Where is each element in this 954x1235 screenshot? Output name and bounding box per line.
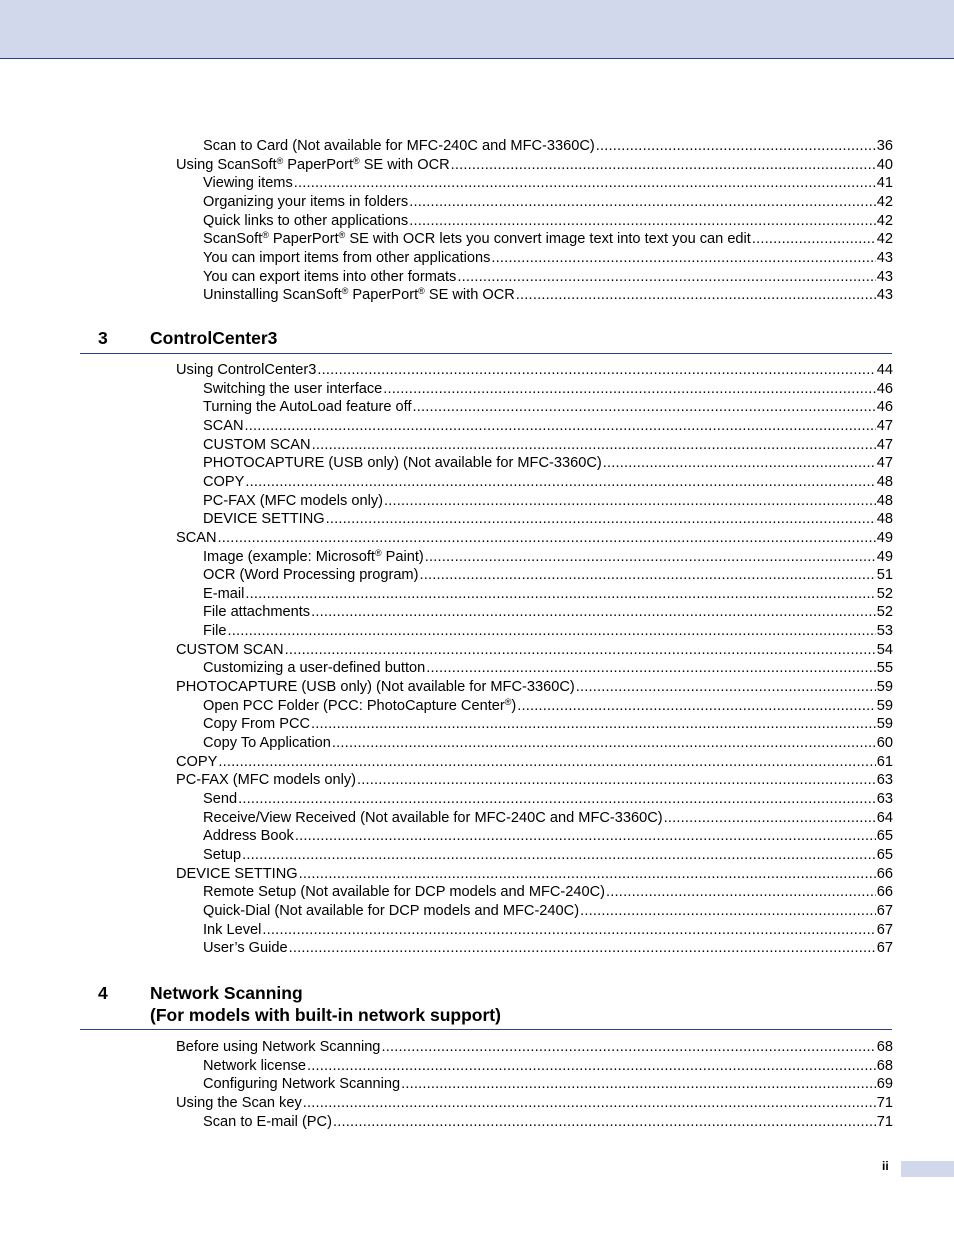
toc-entry[interactable] <box>203 473 893 492</box>
dot-leader <box>218 753 875 772</box>
toc-entry[interactable] <box>176 1094 893 1113</box>
dot-leader <box>285 641 876 660</box>
toc-entry[interactable] <box>203 697 893 716</box>
toc-entry-title: PHOTOCAPTURE (USB only) (Not available for MFC-3360C) <box>203 455 602 472</box>
dot-leader <box>580 902 876 921</box>
toc-entry[interactable] <box>203 846 893 865</box>
dot-leader <box>242 846 876 865</box>
toc-entry-page: 43 <box>876 249 893 266</box>
toc-entry[interactable] <box>203 734 893 753</box>
toc-entry-page: 46 <box>876 399 893 416</box>
toc-entry[interactable] <box>203 193 893 212</box>
toc-entry-title: SCAN <box>203 417 244 434</box>
dot-leader <box>752 230 876 249</box>
dot-leader <box>384 492 876 511</box>
dot-leader <box>516 286 876 305</box>
dot-leader <box>357 771 876 790</box>
toc-entry-title: PC-FAX (MFC models only) <box>176 772 357 789</box>
toc-entry[interactable] <box>203 1057 893 1076</box>
dot-leader <box>596 137 876 156</box>
toc-entry[interactable] <box>203 417 893 436</box>
toc-entry-title: Uninstalling ScanSoft® PaperPort® SE with OCR <box>203 286 515 304</box>
dot-leader <box>603 454 876 473</box>
toc-entry[interactable] <box>203 230 893 249</box>
toc-entry-title: Open PCC Folder (PCC: PhotoCapture Center®) <box>203 696 517 714</box>
toc-entry[interactable] <box>203 883 893 902</box>
toc-entry-page: 59 <box>876 697 893 714</box>
toc-entry-title: Setup <box>203 846 242 863</box>
toc-entry[interactable] <box>176 753 893 772</box>
dot-leader <box>295 827 876 846</box>
dot-leader <box>317 361 875 380</box>
dot-leader <box>409 212 876 231</box>
dot-leader <box>381 1038 875 1057</box>
toc-entry-page: 51 <box>876 567 893 584</box>
toc-entry[interactable] <box>203 921 893 940</box>
toc-entry-title: Receive/View Received (Not available for MFC-240C and MFC-3360C) <box>203 809 663 826</box>
toc-entry-title: PHOTOCAPTURE (USB only) (Not available for MFC-3360C) <box>176 679 575 695</box>
toc-entry-page: 67 <box>876 940 893 957</box>
toc-entry[interactable] <box>203 137 893 156</box>
toc-entry-page: 71 <box>876 1094 893 1111</box>
toc-entry-title: Remote Setup (Not available for DCP models and MFC-240C) <box>203 884 606 901</box>
toc-entry-page: 44 <box>876 362 893 378</box>
toc-entry-page: 52 <box>876 585 893 602</box>
dot-leader <box>401 1075 876 1094</box>
toc-entry-title: DEVICE SETTING <box>176 865 298 882</box>
toc-entry[interactable] <box>176 529 893 548</box>
toc-entry-title: PC-FAX (MFC models only) <box>203 492 384 509</box>
dot-leader <box>425 548 876 567</box>
dot-leader <box>413 398 876 417</box>
toc-entry-page: 68 <box>876 1039 893 1055</box>
toc-entry[interactable] <box>203 566 893 585</box>
toc-entry[interactable] <box>203 454 893 473</box>
toc-entry-title: Quick-Dial (Not available for DCP models and MFC-240C) <box>203 902 580 919</box>
toc-entry-page: 47 <box>876 417 893 434</box>
toc-entry-page: 66 <box>876 865 893 882</box>
toc-entry-title: User’s Guide <box>203 940 288 957</box>
toc-entry[interactable] <box>176 678 893 697</box>
dot-leader <box>451 156 876 175</box>
toc-entry-title: Scan to E-mail (PC) <box>203 1113 332 1130</box>
toc-entry-page: 43 <box>876 287 893 304</box>
toc-entry[interactable] <box>203 790 893 809</box>
toc-entry-page: 65 <box>876 828 893 845</box>
toc-entry-page: 67 <box>876 921 893 938</box>
chapter-number: 3 <box>98 328 108 348</box>
toc-entry-title: E-mail <box>203 585 245 602</box>
toc-entry[interactable] <box>203 380 893 399</box>
toc-entry-title: Turning the AutoLoad feature off <box>203 399 412 416</box>
toc-entry-page: 43 <box>876 268 893 285</box>
toc-entry-page: 48 <box>876 511 893 528</box>
toc-entry-page: 46 <box>876 380 893 397</box>
dot-leader <box>409 193 876 212</box>
dot-leader <box>238 790 876 809</box>
chapter-title: Network Scanning <box>150 983 303 1003</box>
toc-entry[interactable] <box>203 715 893 734</box>
toc-entry[interactable] <box>176 865 893 884</box>
toc-entry-page: 42 <box>876 193 893 210</box>
dot-leader <box>299 865 876 884</box>
toc-entry-page: 42 <box>876 212 893 229</box>
toc-entry-title: SCAN <box>176 529 217 546</box>
dot-leader <box>307 1057 876 1076</box>
dot-leader <box>245 585 875 604</box>
toc-entry[interactable] <box>176 1038 893 1057</box>
toc-entry[interactable] <box>203 492 893 511</box>
toc-entry[interactable] <box>203 436 893 455</box>
dot-leader <box>332 734 876 753</box>
chapter-heading-3 <box>80 327 892 354</box>
toc-entry[interactable] <box>203 212 893 231</box>
toc-entry-title: OCR (Word Processing program) <box>203 567 419 584</box>
toc-entry-title: File attachments <box>203 604 311 621</box>
toc-entry-page: 48 <box>876 492 893 509</box>
dot-leader <box>303 1094 876 1113</box>
toc-entry-title: Ink Level <box>203 921 262 938</box>
toc-entry-title: Configuring Network Scanning <box>203 1076 401 1093</box>
toc-entry-page: 65 <box>876 846 893 863</box>
toc-entry[interactable] <box>176 361 893 380</box>
toc-entry[interactable] <box>203 827 893 846</box>
header-band <box>0 0 954 59</box>
toc-entry[interactable] <box>203 939 893 958</box>
toc-entry[interactable] <box>203 1113 893 1132</box>
toc-entry-title: You can import items from other applications <box>203 249 491 266</box>
toc-entry-page: 54 <box>876 641 893 658</box>
toc-entry-page: 68 <box>876 1057 893 1074</box>
dot-leader <box>517 697 876 716</box>
dot-leader <box>312 436 876 455</box>
dot-leader <box>576 678 876 697</box>
toc-entry[interactable] <box>203 548 893 567</box>
toc-entry-title: CUSTOM SCAN <box>176 641 284 658</box>
toc-entry-title: CUSTOM SCAN <box>203 436 311 453</box>
toc-entry-page: 53 <box>876 623 893 640</box>
footer-tab <box>901 1161 954 1177</box>
dot-leader <box>245 417 876 436</box>
toc-entry-title: Scan to Card (Not available for MFC-240C and MFC-3360C) <box>203 138 595 154</box>
toc-entry-title: COPY <box>176 753 218 770</box>
dot-leader <box>606 883 876 902</box>
toc-entry-page: 52 <box>876 604 893 621</box>
toc-entry-page: 60 <box>876 735 893 751</box>
toc-entry[interactable] <box>203 398 893 417</box>
toc-entry-title: COPY <box>203 473 245 490</box>
toc-entry-title: ScanSoft® PaperPort® SE with OCR lets you convert image text into text you can edit <box>203 230 751 248</box>
dot-leader <box>491 249 875 268</box>
page-number: ii <box>882 1159 889 1173</box>
toc-entry-page: 40 <box>876 156 893 173</box>
dot-leader <box>289 939 876 958</box>
toc-entry-page: 47 <box>876 436 893 453</box>
toc-entry-page: 49 <box>876 548 893 565</box>
dot-leader <box>383 380 875 399</box>
chapter-number: 4 <box>98 983 108 1003</box>
toc-entry[interactable] <box>203 603 893 622</box>
dot-leader <box>228 622 876 641</box>
toc-entry[interactable] <box>203 510 893 529</box>
toc-entry-title: Using ScanSoft® PaperPort® SE with OCR <box>176 155 450 173</box>
dot-leader <box>311 603 876 622</box>
toc-entry[interactable] <box>176 771 893 790</box>
dot-leader <box>262 921 875 940</box>
toc-entry-page: 64 <box>876 809 893 826</box>
toc-entry-page: 41 <box>876 175 893 192</box>
toc-entry-page: 47 <box>876 455 893 472</box>
toc-entry[interactable] <box>203 585 893 604</box>
chapter-subtitle: (For models with built-in network support) <box>150 1005 501 1025</box>
dot-leader <box>245 473 875 492</box>
toc-entry-title: Copy To Application <box>203 735 331 751</box>
toc-entry-page: 49 <box>876 529 893 546</box>
toc-entry-title: Before using Network Scanning <box>176 1039 381 1055</box>
toc-entry-title: Switching the user interface <box>203 380 383 397</box>
toc-entry-page: 69 <box>876 1076 893 1093</box>
toc-entry-title: Address Book <box>203 828 294 845</box>
dot-leader <box>218 529 876 548</box>
toc-entry-page: 42 <box>876 231 893 248</box>
toc-entry-page: 59 <box>876 679 893 695</box>
toc-entry-page: 63 <box>876 790 893 807</box>
toc-entry-page: 55 <box>876 660 893 677</box>
toc-entry[interactable] <box>203 286 893 305</box>
toc-entry-page: 36 <box>876 138 893 154</box>
toc-entry[interactable] <box>176 641 893 660</box>
toc-entry-page: 48 <box>876 473 893 490</box>
dot-leader <box>664 809 876 828</box>
toc-entry[interactable] <box>176 156 893 175</box>
toc-entry-page: 66 <box>876 884 893 901</box>
toc-entry[interactable] <box>203 174 893 193</box>
toc-entry[interactable] <box>203 622 893 641</box>
toc-entry-page: 59 <box>876 716 893 733</box>
dot-leader <box>311 715 876 734</box>
toc-entry[interactable] <box>203 902 893 921</box>
dot-leader <box>426 659 875 678</box>
dot-leader <box>457 268 875 287</box>
toc-entry-page: 67 <box>876 902 893 919</box>
dot-leader <box>333 1113 876 1132</box>
chapter-title: ControlCenter3 <box>150 328 278 348</box>
toc-entry-page: 71 <box>876 1113 893 1130</box>
toc-entry-title: Customizing a user-defined button <box>203 660 426 677</box>
toc-entry[interactable] <box>203 659 893 678</box>
dot-leader <box>419 566 875 585</box>
toc-entry[interactable] <box>203 1075 893 1094</box>
toc-entry-title: Using ControlCenter3 <box>176 362 317 378</box>
toc-entry-title: DEVICE SETTING <box>203 511 325 528</box>
toc-entry-title: Image (example: Microsoft® Paint) <box>203 547 424 565</box>
chapter-heading-4 <box>80 982 892 1030</box>
toc-entry-title: Network license <box>203 1057 307 1074</box>
toc-entry-title: Copy From PCC <box>203 716 311 733</box>
toc-entry-page: 61 <box>876 753 893 770</box>
toc-entry[interactable] <box>203 268 893 287</box>
toc-entry-title: You can export items into other formats <box>203 268 457 285</box>
toc-entry-title: Organizing your items in folders <box>203 193 409 210</box>
dot-leader <box>294 174 876 193</box>
toc-entry-title: File <box>203 623 227 640</box>
toc-entry-title: Viewing items <box>203 175 293 192</box>
toc-entry[interactable] <box>203 809 893 828</box>
toc-entry-page: 63 <box>876 772 893 789</box>
toc-entry-title: Quick links to other applications <box>203 212 409 229</box>
toc-entry[interactable] <box>203 249 893 268</box>
dot-leader <box>326 510 876 529</box>
toc-entry-title: Send <box>203 790 238 807</box>
toc-entry-title: Using the Scan key <box>176 1094 302 1111</box>
